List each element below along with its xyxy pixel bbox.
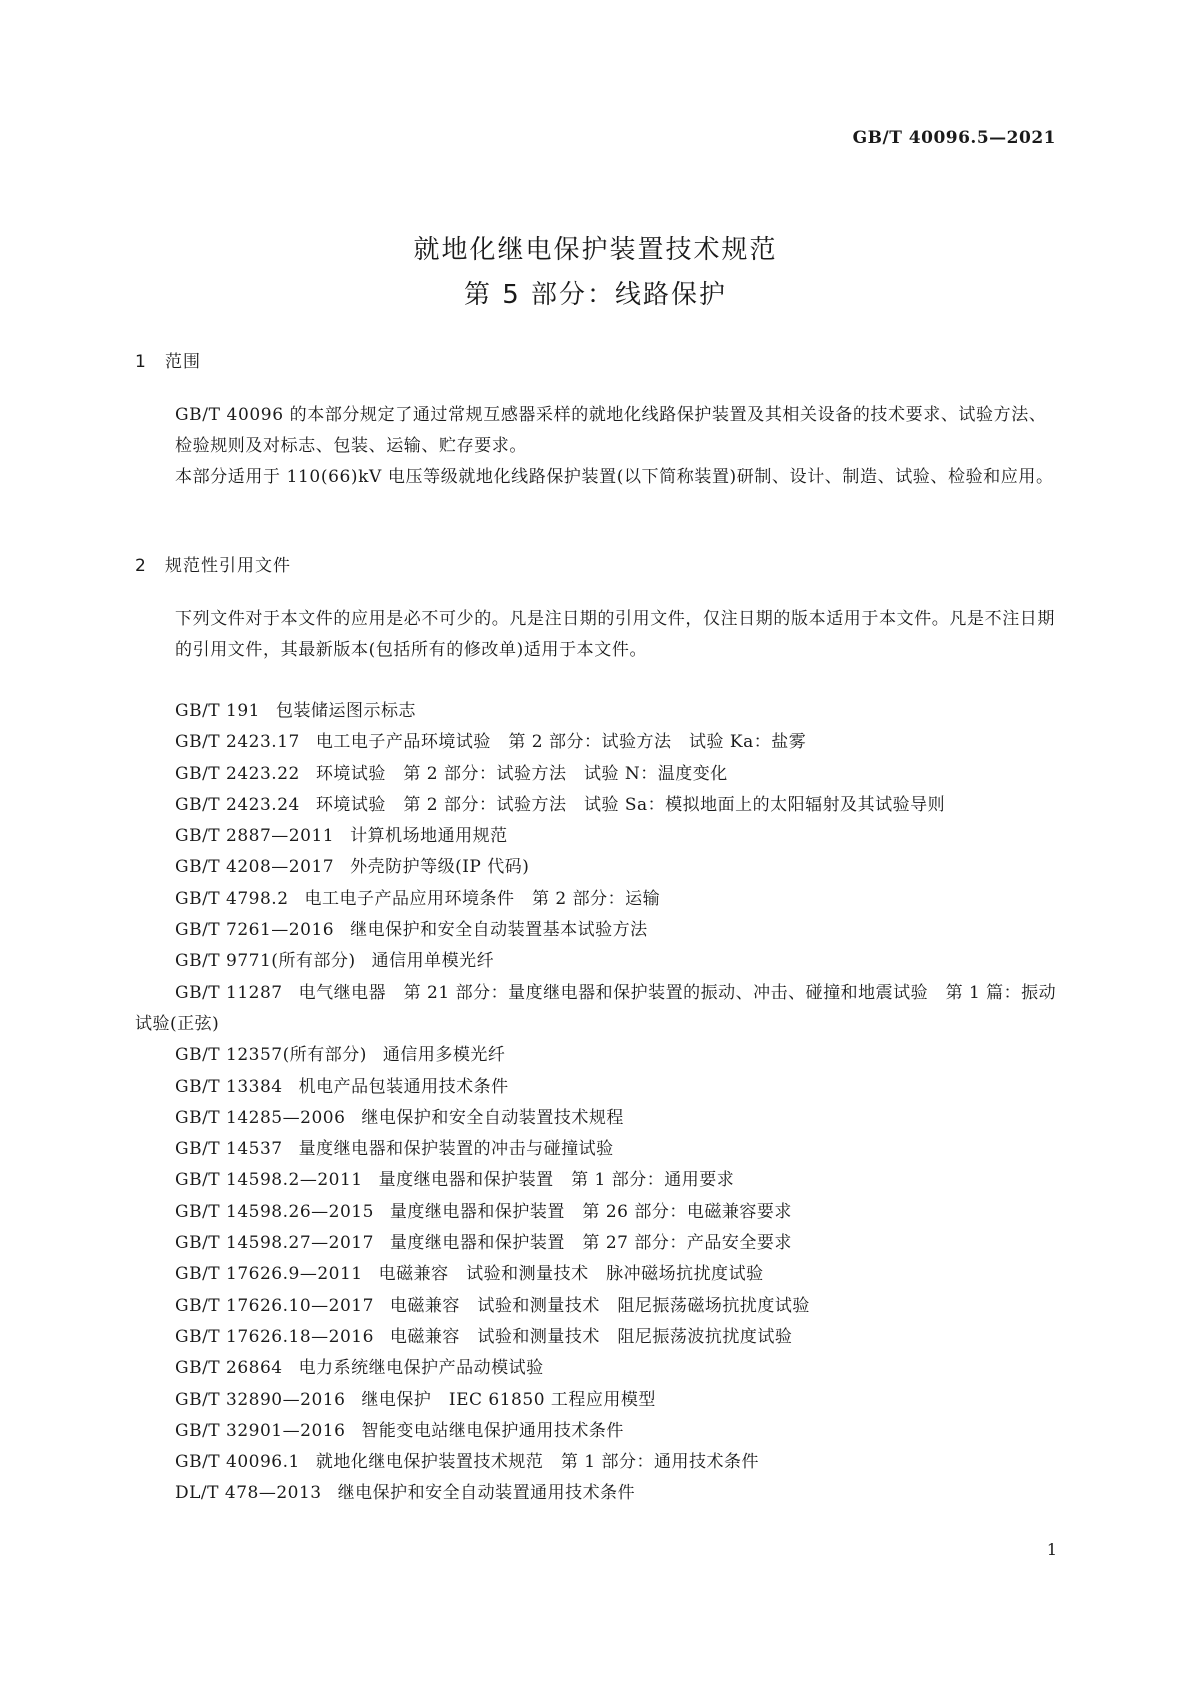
reference-title: 继电保护和安全自动装置通用技术条件 [337, 1483, 636, 1504]
reference-title: 继电保护 IEC 61850 工程应用模型 [361, 1389, 656, 1410]
reference-code: DL/T 478—2013 [175, 1483, 322, 1504]
reference-code: GB/T 32890—2016 [175, 1389, 346, 1410]
reference-code: GB/T 40096.1 [175, 1452, 300, 1473]
reference-title: 通信用单模光纤 [371, 951, 495, 972]
reference-code: GB/T 32901—2016 [175, 1420, 346, 1441]
reference-item [135, 821, 1057, 852]
section-2-heading [135, 551, 291, 576]
reference-item [135, 727, 1057, 758]
reference-title: 外壳防护等级(IP 代码) [350, 857, 530, 878]
reference-title: 电磁兼容 试验和测量技术 阻尼振荡磁场抗扰度试验 [389, 1295, 810, 1316]
reference-code: GB/T 2423.24 [175, 794, 300, 815]
reference-item [135, 1385, 1057, 1416]
reference-code: GB/T 17626.10—2017 [175, 1295, 374, 1316]
section-1-title: 范围 [165, 352, 201, 372]
reference-item [135, 1353, 1057, 1384]
reference-list [135, 696, 1057, 1510]
reference-item [135, 696, 1057, 727]
reference-code: GB/T 17626.18—2016 [175, 1326, 374, 1347]
section-2-number: 2 [135, 556, 147, 576]
reference-title: 继电保护和安全自动装置技术规程 [361, 1107, 624, 1128]
reference-code: GB/T 13384 [175, 1076, 283, 1097]
reference-title: 量度继电器和保护装置 第 1 部分：通用要求 [378, 1170, 735, 1191]
reference-code: GB/T 191 [175, 701, 260, 721]
reference-code: GB/T 2423.22 [175, 763, 300, 784]
reference-title: 量度继电器和保护装置的冲击与碰撞试验 [298, 1139, 614, 1160]
reference-code: GB/T 4208—2017 [175, 857, 335, 878]
reference-item [135, 852, 1057, 883]
reference-item [135, 1134, 1057, 1165]
reference-title: 继电保护和安全自动装置基本试验方法 [350, 920, 648, 941]
reference-item [135, 915, 1057, 946]
section-1-number: 1 [135, 352, 147, 372]
reference-code: GB/T 4798.2 [175, 888, 289, 909]
reference-title: 环境试验 第 2 部分：试验方法 试验 Sa：模拟地面上的太阳辐射及其试验导则 [315, 794, 946, 815]
standard-code: GB/T 40096.5—2021 [852, 128, 1056, 148]
reference-code: GB/T 11287 [175, 982, 283, 1003]
reference-code: GB/T 14537 [175, 1139, 283, 1160]
reference-title: 包装储运图示标志 [276, 701, 416, 721]
reference-title: 电工电子产品环境试验 第 2 部分：试验方法 试验 Ka：盐雾 [315, 732, 807, 753]
reference-item [135, 978, 1057, 1041]
reference-item [135, 1291, 1057, 1322]
reference-item [135, 1103, 1057, 1134]
reference-item [135, 1259, 1057, 1290]
reference-title: 量度继电器和保护装置 第 27 部分：产品安全要求 [389, 1233, 792, 1254]
title-line-1: 就地化继电保护装置技术规范 [413, 235, 778, 265]
reference-title: 电工电子产品应用环境条件 第 2 部分：运输 [304, 888, 661, 909]
reference-title: 电磁兼容 试验和测量技术 阻尼振荡波抗扰度试验 [389, 1326, 793, 1347]
reference-title: 机电产品包装通用技术条件 [298, 1076, 509, 1097]
title-line-2: 第 5 部分：线路保护 [463, 280, 728, 310]
reference-title: 电磁兼容 试验和测量技术 脉冲磁场抗扰度试验 [378, 1264, 764, 1285]
page-number: 1 [1046, 1540, 1057, 1559]
section-2-intro: 下列文件对于本文件的应用是必不可少的。凡是注日期的引用文件，仅注日期的版本适用于本文件。凡是不注日期的引用文件，其最新版本(包括所有的修改单)适用于本文件。 [175, 609, 1055, 660]
reference-code: GB/T 7261—2016 [175, 920, 335, 941]
section-2-title: 规范性引用文件 [165, 556, 291, 576]
reference-item [135, 790, 1057, 821]
reference-code: GB/T 2887—2011 [175, 826, 335, 847]
reference-code: GB/T 2423.17 [175, 732, 300, 753]
reference-item [135, 1040, 1057, 1071]
reference-code: GB/T 14598.27—2017 [175, 1233, 374, 1254]
reference-item [135, 946, 1057, 977]
reference-code: GB/T 17626.9—2011 [175, 1264, 363, 1285]
reference-code: GB/T 12357(所有部分) [175, 1045, 367, 1066]
reference-code: GB/T 14285—2006 [175, 1107, 346, 1128]
reference-item [135, 1072, 1057, 1103]
reference-item [135, 1165, 1057, 1196]
reference-item [135, 1416, 1057, 1447]
reference-code: GB/T 9771(所有部分) [175, 951, 356, 972]
reference-item [135, 1197, 1057, 1228]
reference-title: 智能变电站继电保护通用技术条件 [361, 1420, 624, 1441]
reference-title: 量度继电器和保护装置 第 26 部分：电磁兼容要求 [389, 1201, 792, 1222]
reference-item [135, 1447, 1057, 1478]
reference-code: GB/T 14598.26—2015 [175, 1201, 374, 1222]
reference-title: 通信用多模光纤 [382, 1045, 506, 1066]
reference-code: GB/T 14598.2—2011 [175, 1170, 363, 1191]
reference-item [135, 1478, 1057, 1509]
reference-item [135, 1228, 1057, 1259]
document-title [0, 228, 1191, 318]
section-1-heading [135, 347, 201, 372]
reference-title: 电力系统继电保护产品动模试验 [298, 1358, 544, 1379]
reference-item [135, 759, 1057, 790]
reference-item [135, 884, 1057, 915]
reference-code: GB/T 26864 [175, 1358, 283, 1379]
reference-title: 计算机场地通用规范 [350, 826, 508, 847]
section-1-paragraph-2: 本部分适用于 110(66)kV 电压等级就地化线路保护装置(以下简称装置)研制、设计、制造、试验、检验和应用。 [175, 467, 1054, 487]
reference-title: 就地化继电保护装置技术规范 第 1 部分：通用技术条件 [315, 1452, 759, 1473]
section-1-paragraph-1: GB/T 40096 的本部分规定了通过常规互感器采样的就地化线路保护装置及其相关设备的技术要求、试验方法、检验规则及对标志、包装、运输、贮存要求。 [175, 405, 1047, 456]
reference-title: 环境试验 第 2 部分：试验方法 试验 N：温度变化 [315, 763, 728, 784]
reference-item [135, 1322, 1057, 1353]
reference-title: 电气继电器 第 21 部分：量度继电器和保护装置的振动、冲击、碰撞和地震试验 第 1 篇：振动试验(正弦) [135, 982, 1057, 1034]
